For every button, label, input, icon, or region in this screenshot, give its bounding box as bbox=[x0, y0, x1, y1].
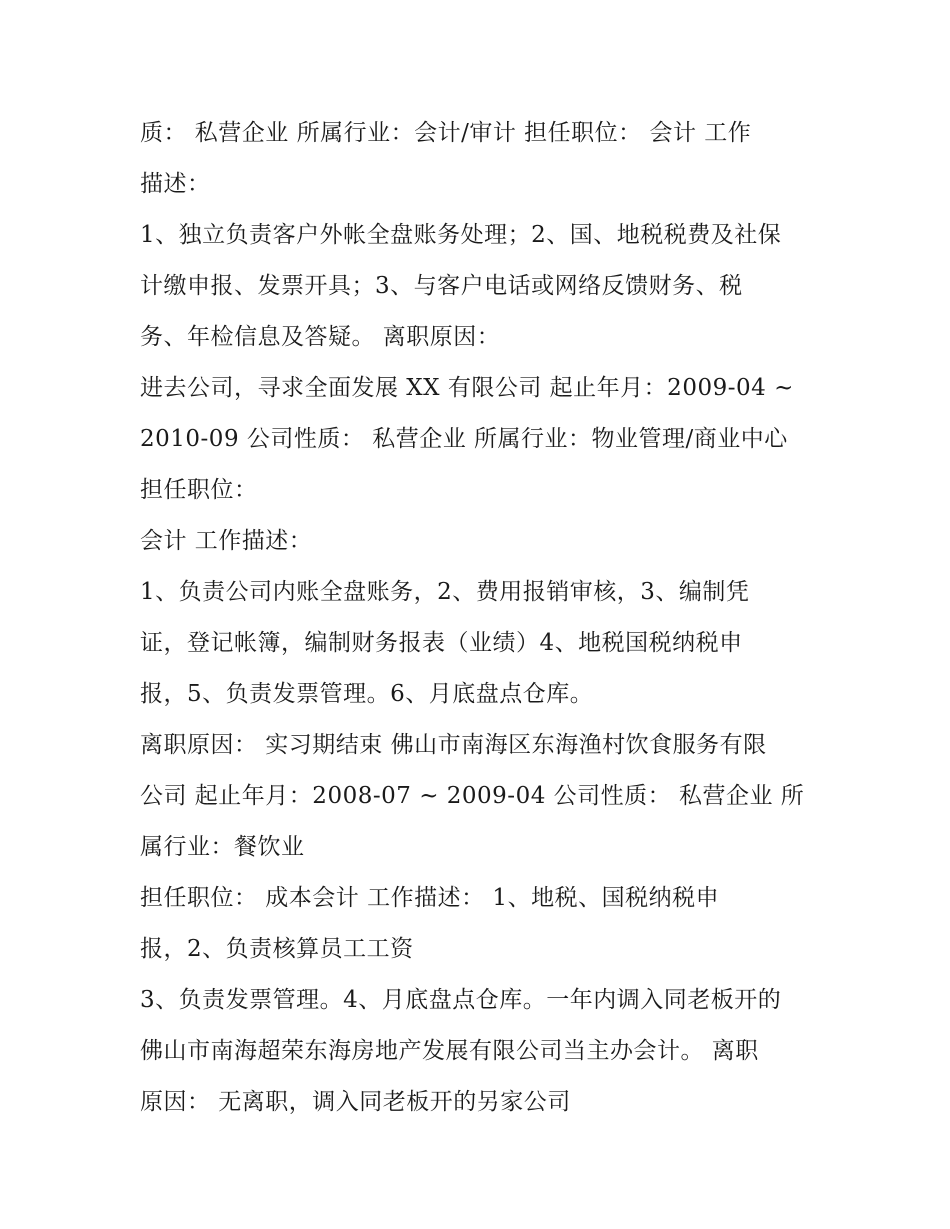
text-line: 1、独立负责客户外帐全盘账务处理；2、国、地税税费及社保 bbox=[140, 222, 782, 248]
text-line: 2010-09 公司性质： 私营企业 所属行业：物业管理/商业中心 bbox=[140, 426, 788, 452]
text-line: 会计 工作描述： bbox=[140, 528, 313, 554]
text-line: 报，2、负责核算员工工资 bbox=[140, 936, 414, 962]
text-line: 担任职位： bbox=[140, 477, 258, 503]
text-line: 证，登记帐簿，编制财务报表（业绩）4、地税国税纳税申 bbox=[140, 630, 743, 656]
text-line: 务、年检信息及答疑。 离职原因： bbox=[140, 324, 501, 350]
text-line: 原因： 无离职，调入同老板开的另家公司 bbox=[140, 1089, 571, 1115]
text-line: 属行业：餐饮业 bbox=[140, 834, 305, 860]
text-line: 担任职位： 成本会计 工作描述： 1、地税、国税纳税申 bbox=[140, 885, 720, 911]
text-line: 3、负责发票管理。4、月底盘点仓库。一年内调入同老板开的 bbox=[140, 987, 782, 1013]
document-body bbox=[140, 108, 820, 1128]
text-line: 佛山市南海超荣东海房地产发展有限公司当主办会计。 离职 bbox=[140, 1038, 759, 1064]
text-line: 计缴申报、发票开具；3、与客户电话或网络反馈财务、税 bbox=[140, 273, 743, 299]
text-line: 离职原因： 实习期结束 佛山市南海区东海渔村饮食服务有限 bbox=[140, 732, 767, 758]
text-line: 描述： bbox=[140, 171, 211, 197]
text-line: 公司 起止年月：2008-07 ~ 2009-04 公司性质： 私营企业 所 bbox=[140, 783, 805, 809]
text-line: 质： 私营企业 所属行业：会计/审计 担任职位： 会计 工作 bbox=[140, 120, 752, 146]
text-line: 进去公司，寻求全面发展 XX 有限公司 起止年月：2009-04 ~ bbox=[140, 375, 794, 401]
text-line: 1、负责公司内账全盘账务，2、费用报销审核，3、编制凭 bbox=[140, 579, 750, 605]
text-line: 报，5、负责发票管理。6、月底盘点仓库。 bbox=[140, 681, 594, 707]
